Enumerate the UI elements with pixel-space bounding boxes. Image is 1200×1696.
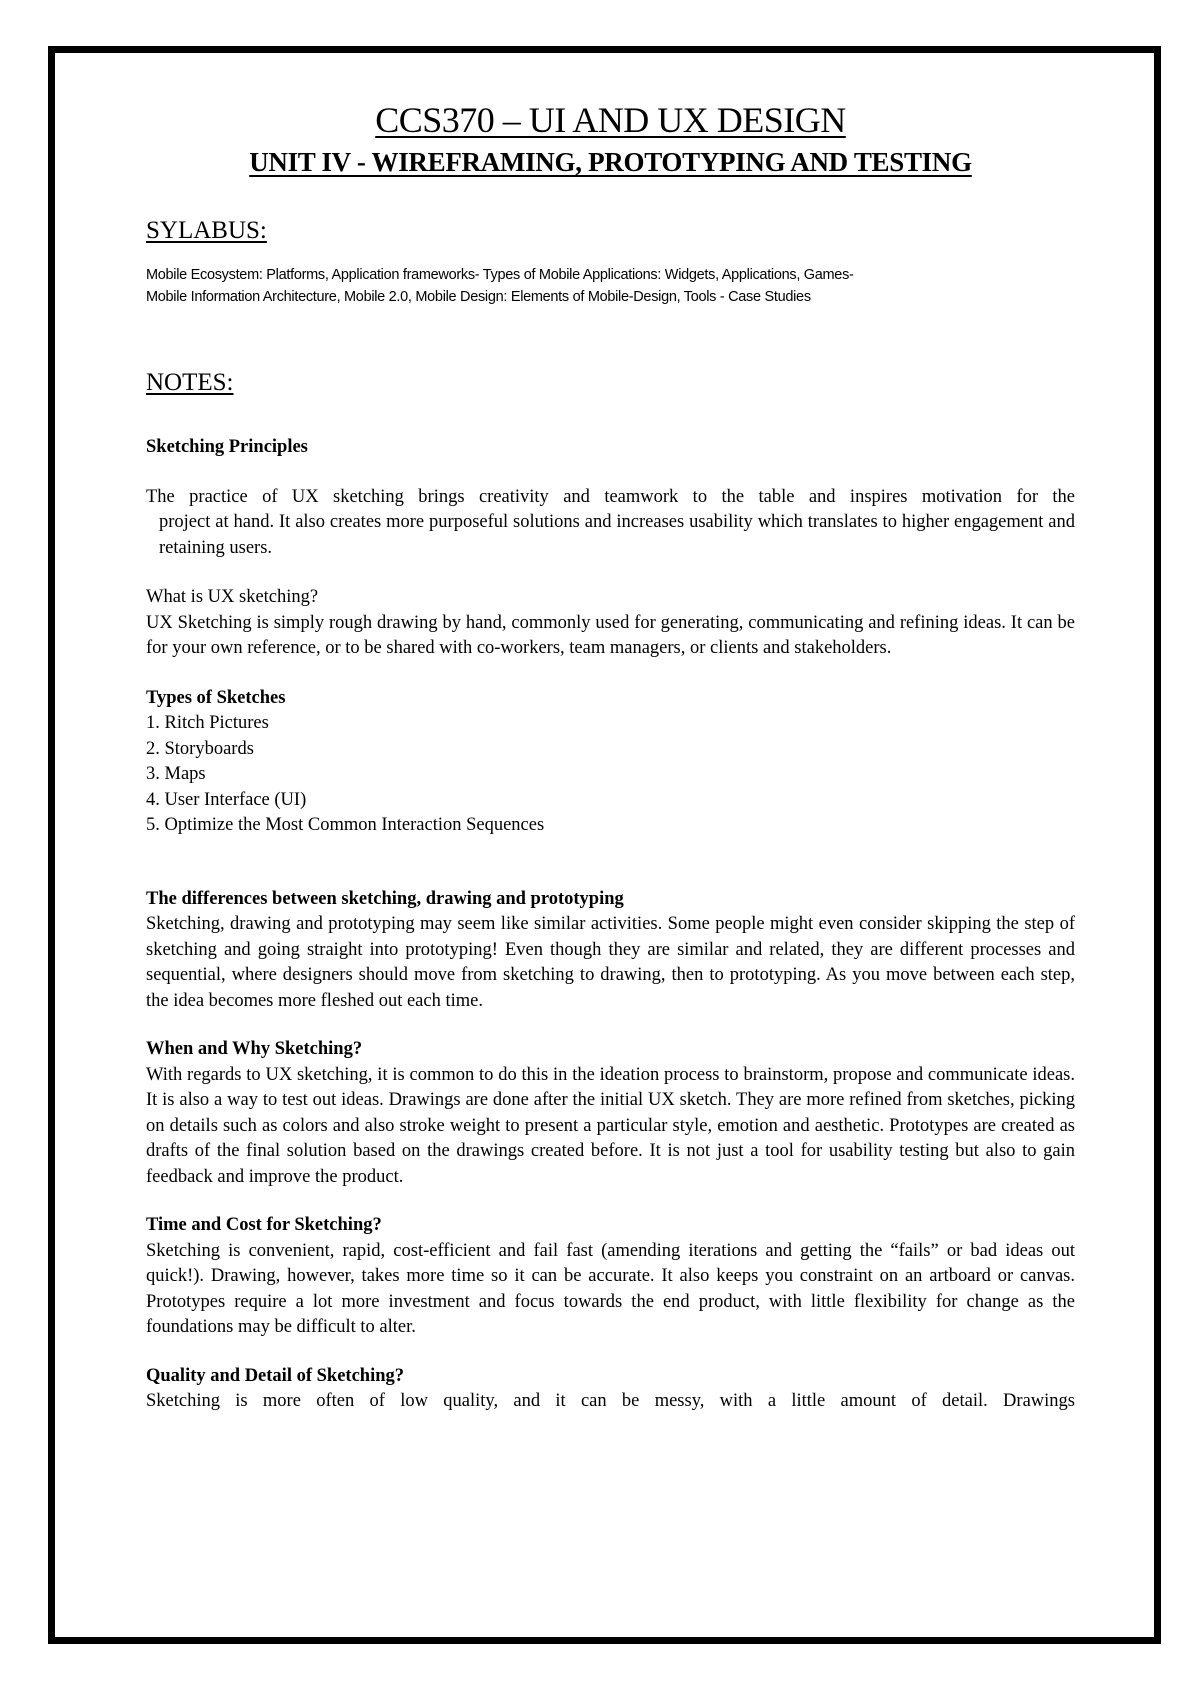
types-heading: Types of Sketches	[146, 687, 286, 708]
what-is-paragraph: UX Sketching is simply rough drawing by hand, commonly used for generating, communicating and refining ideas. It can be for your own reference, or to be shared with co-workers, team managers, or clients and stakeholders.	[146, 612, 1075, 658]
differences-heading: The differences between sketching, drawing and prototyping	[146, 888, 624, 909]
list-item: 4. User Interface (UI)	[146, 789, 307, 810]
list-item: 2. Storyboards	[146, 738, 254, 759]
unit-title: UNIT IV - WIREFRAMING, PROTOTYPING AND TESTING	[249, 147, 972, 177]
what-is-question: What is UX sketching?	[146, 587, 319, 607]
syllabus-text	[146, 264, 1075, 308]
quality-detail-heading: Quality and Detail of Sketching?	[146, 1365, 404, 1386]
types-list	[146, 711, 1075, 839]
list-item: 5. Optimize the Most Common Interaction Sequences	[146, 815, 545, 835]
differences-paragraph: Sketching, drawing and prototyping may seem like similar activities. Some people might even consider skipping the step of sketching and going straight into prototyping! Even though they are similar and related, they are different processes and sequential, where designers should move from sketching to drawing, then to prototyping. As you move between each step, the idea becomes more fleshed out each time.	[146, 914, 1075, 1011]
syllabus-line: Mobile Ecosystem: Platforms, Application frameworks- Types of Mobile Applications: Widgets, Applications, Games-	[146, 267, 854, 283]
when-why-heading: When and Why Sketching?	[146, 1039, 363, 1059]
sketching-principles-heading: Sketching Principles	[146, 437, 308, 457]
time-cost-heading: Time and Cost for Sketching?	[146, 1215, 382, 1235]
document-body	[146, 90, 1075, 1415]
sketching-principles-paragraph	[146, 485, 1075, 562]
when-why-paragraph: With regards to UX sketching, it is common to do this in the ideation process to brainstorm, propose and communicate ideas. It is also a way to test out ideas. Drawings are done after the initial UX sketch. They are more refined from sketches, picking on details such as colors and also stroke weight to present a particular style, emotion and aesthetic. Prototypes are created as drafts of the final solution based on the drawings created before. It is not just a tool for usability testing but also to gain feedback and improve the product.	[146, 1064, 1075, 1187]
paragraph-line: The practice of UX sketching brings creativity and teamwork to the table and inspires motivation for the	[146, 486, 1075, 507]
paragraph-line: project at hand. It also creates more purposeful solutions and increases usability which translates to higher engagement and retaining users.	[159, 512, 1075, 558]
course-title: CCS370 – UI AND UX DESIGN	[375, 100, 846, 140]
syllabus-line: Mobile Information Architecture, Mobile 2.0, Mobile Design: Elements of Mobile-Design, Tools - Case Studies	[146, 289, 811, 305]
list-item: 1. Ritch Pictures	[146, 713, 269, 733]
notes-heading: NOTES:	[146, 369, 234, 396]
list-item: 3. Maps	[146, 764, 206, 784]
syllabus-heading: SYLABUS:	[146, 217, 267, 244]
quality-detail-paragraph: Sketching is more often of low quality, and it can be messy, with a little amount of detail. Drawings	[146, 1391, 1075, 1411]
time-cost-paragraph: Sketching is convenient, rapid, cost-efficient and fail fast (amending iterations and getting the “fails” or bad ideas out quick!). Drawing, however, takes more time so it can be accurate. It also keeps you constraint on an artboard or canvas. Prototypes require a lot more investment and focus towards the end product, with little flexibility for change as the foundations may be difficult to alter.	[146, 1240, 1075, 1337]
